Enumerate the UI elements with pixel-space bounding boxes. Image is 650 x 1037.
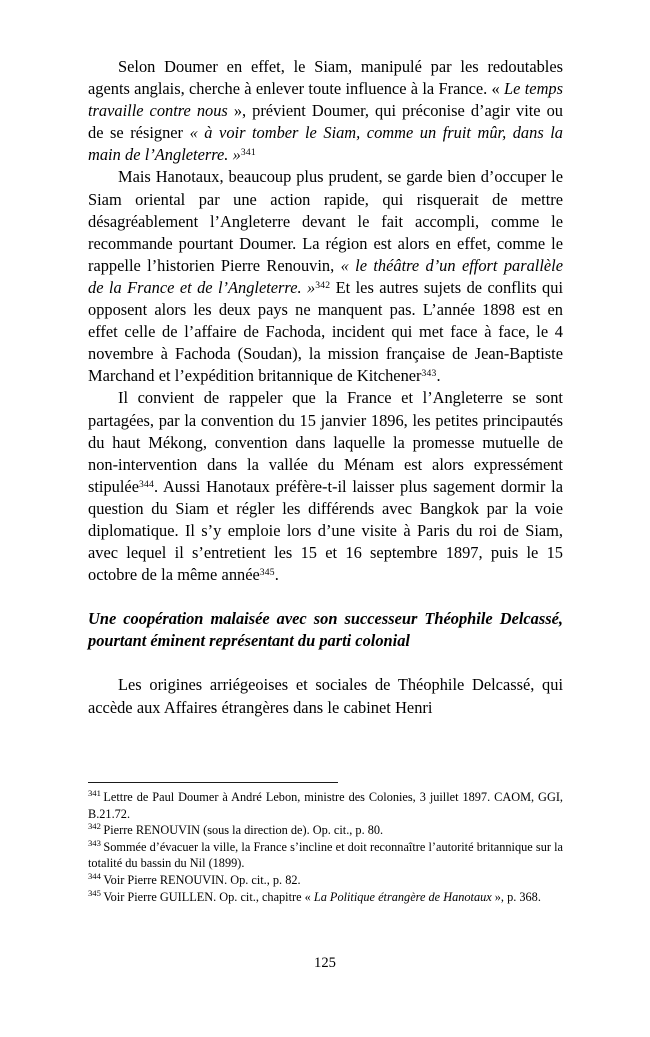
text-run: . Aussi Hanotaux préfère-t-il laisser plus sagement dormir la question du Siam et régler les différends avec Bangkok par la voie diplomatique. Il s’y emploie lors d’une visite à Paris du roi de Siam, avec lequel il s’entretient les 15 et 16 septembre 1897, puis le 15 octobre de la même année bbox=[88, 476, 563, 585]
text-run: Sommée d’évacuer la ville, la France s’incline et doit reconnaître l’autorité britannique sur la totalité du bassin du Nil (1899). bbox=[88, 839, 563, 871]
text-run: . bbox=[274, 565, 279, 585]
text-run: », p. 368. bbox=[491, 889, 541, 904]
italic-run: « le théâtre d’un effort parallèle de la France et de l’Angleterre. » bbox=[88, 255, 563, 297]
footnote-entry bbox=[88, 872, 563, 889]
footnote-reference: 344 bbox=[138, 478, 154, 490]
footnote-number: 343 bbox=[88, 838, 101, 849]
footnote-number: 345 bbox=[88, 887, 101, 898]
italic-run: « à voir tomber le Siam, comme un fruit mûr, dans la main de l’Angleterre. » bbox=[88, 123, 563, 165]
footnote-reference: 345 bbox=[259, 567, 275, 579]
body-paragraph bbox=[88, 166, 563, 387]
footnote-entry bbox=[88, 822, 563, 839]
body-paragraph bbox=[88, 56, 563, 166]
text-run: Les origines arriégeoises et sociales de Théophile Delcassé, qui accède aux Affaires étrangères dans le cabinet Henri bbox=[88, 675, 563, 717]
text-run: Pierre RENOUVIN (sous la direction de). Op. cit., p. 80. bbox=[103, 823, 384, 838]
footnote-number: 342 bbox=[88, 821, 101, 832]
text-run: Selon Doumer en effet, le Siam, manipulé par les redoutables agents anglais, cherche à enlever toute influence à la France. « bbox=[88, 57, 563, 99]
footnote-entry bbox=[88, 889, 563, 906]
body-paragraph bbox=[88, 387, 563, 586]
italic-run: Le temps travaille contre nous bbox=[88, 79, 563, 121]
italic-run: La Politique étrangère de Hanotaux bbox=[313, 889, 492, 904]
footnote-reference: 342 bbox=[315, 279, 331, 291]
footnote-block bbox=[88, 782, 563, 905]
footnote-entry bbox=[88, 789, 563, 822]
footnote-number: 341 bbox=[88, 788, 101, 799]
page-number: 125 bbox=[314, 955, 336, 971]
text-run: Lettre de Paul Doumer à André Lebon, ministre des Colonies, 3 juillet 1897. CAOM, GGI, B.21.72. bbox=[88, 790, 563, 821]
heading-spacer-above bbox=[88, 586, 563, 608]
body-paragraph bbox=[88, 674, 563, 718]
heading-spacer-below bbox=[88, 652, 563, 674]
footnote-number: 344 bbox=[88, 871, 101, 882]
footnote-reference: 343 bbox=[421, 368, 437, 380]
text-run: », prévient Doumer, qui préconise d’agir vite ou de se résigner bbox=[88, 101, 563, 143]
text-run: . bbox=[436, 366, 441, 386]
footnote-list bbox=[88, 789, 563, 905]
text-run: Voir Pierre GUILLEN. Op. cit., chapitre « bbox=[103, 889, 314, 904]
text-run: Il convient de rappeler que la France et l’Angleterre se sont partagées, par la convention du 15 janvier 1896, les petites principautés du haut Mékong, convention dans laquelle la promesse mutuelle de non-intervention dans la vallée du Ménam est alors expressément stipulée bbox=[88, 388, 563, 496]
text-run: Voir Pierre RENOUVIN. Op. cit., p. 82. bbox=[103, 872, 301, 887]
text-run: Mais Hanotaux, beaucoup plus prudent, se garde bien d’occuper le Siam oriental par une action rapide, qui risquerait de mettre désagréablement l’Angleterre devant le fait accompli, comme le recommande pourtant Doumer. La région est alors en effet, comme le rappelle l’historien Pierre Renouvin, bbox=[88, 167, 563, 275]
footnote-separator-rule bbox=[88, 782, 338, 783]
text-run: Et les autres sujets de conflits qui opposent alors les deux pays ne manquent pas. L’année 1898 est en effet celle de l’affaire de Fachoda, incident qui met face à face, le 4 novembre à Fachoda (Soudan), la mission française de Jean-Baptiste Marchand et l’expédition britannique de Kitchener bbox=[88, 277, 564, 386]
footnote-entry bbox=[88, 839, 563, 872]
body-text-column bbox=[88, 56, 563, 719]
section-heading: Une coopération malaisée avec son successeur Théophile Delcassé, pourtant éminent représentant du parti colonial bbox=[88, 609, 563, 651]
footnote-reference: 341 bbox=[240, 147, 256, 159]
